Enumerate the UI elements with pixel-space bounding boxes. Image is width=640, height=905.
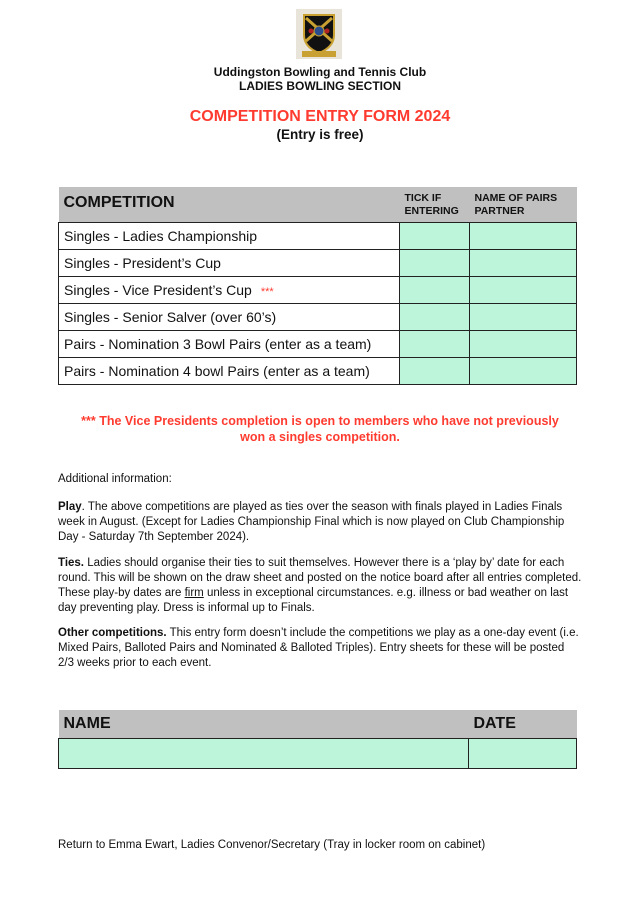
section-name: LADIES BOWLING SECTION bbox=[239, 79, 401, 93]
date-header: DATE bbox=[469, 710, 577, 738]
partner-name-cell[interactable] bbox=[470, 330, 577, 357]
table-row bbox=[59, 249, 577, 276]
tick-entry-cell[interactable] bbox=[400, 357, 470, 384]
tick-header-line1: TICK IF bbox=[404, 192, 442, 204]
competition-name: Pairs - Nomination 3 Bowl Pairs (enter as a team) bbox=[59, 330, 400, 357]
ties-paragraph bbox=[58, 556, 583, 616]
tick-header-line2: ENTERING bbox=[404, 205, 459, 217]
note-line1: *** The Vice Presidents completion is open to members who have not previously bbox=[81, 414, 559, 428]
tick-entry-cell[interactable] bbox=[400, 222, 470, 249]
tick-header bbox=[400, 187, 470, 222]
competition-name: Singles - Vice President’s Cup *** bbox=[59, 276, 400, 303]
note-marker: *** bbox=[260, 285, 274, 298]
additional-info-heading: Additional information: bbox=[58, 473, 172, 485]
other-heading: Other competitions. bbox=[58, 627, 167, 639]
partner-name-cell[interactable] bbox=[470, 276, 577, 303]
table-row bbox=[59, 222, 577, 249]
tick-entry-cell[interactable] bbox=[400, 276, 470, 303]
tick-entry-cell[interactable] bbox=[400, 303, 470, 330]
partner-name-cell[interactable] bbox=[470, 249, 577, 276]
partner-name-cell[interactable] bbox=[470, 222, 577, 249]
partner-header-line2: PARTNER bbox=[474, 205, 525, 217]
play-paragraph bbox=[58, 500, 583, 545]
ties-underlined: firm bbox=[184, 587, 204, 599]
name-date-table bbox=[58, 710, 577, 769]
ties-text-after: unless in exceptional circumstances. e.g. illness or bad weather on last day preventing play. Dress is informal up to Finals. bbox=[58, 587, 569, 614]
name-entry-cell[interactable] bbox=[59, 738, 469, 768]
tick-entry-cell[interactable] bbox=[400, 330, 470, 357]
form-title: COMPETITION ENTRY FORM 2024 bbox=[189, 108, 451, 125]
competition-name: Singles - Senior Salver (over 60’s) bbox=[59, 303, 400, 330]
partner-name-cell[interactable] bbox=[470, 303, 577, 330]
competition-header: COMPETITION bbox=[59, 187, 400, 222]
note-line2: won a singles competition. bbox=[240, 430, 400, 444]
ties-text-before: Ladies should organise their ties to suit themselves. However there is a ‘play by’ date for each round. This will be shown on the draw sheet and posted on the notice board after all entries completed. These play-by dates are bbox=[58, 557, 582, 599]
table-row bbox=[59, 276, 577, 303]
name-header: NAME bbox=[59, 710, 469, 738]
partner-header-line1: NAME OF PAIRS bbox=[474, 192, 558, 204]
vice-president-note bbox=[40, 413, 600, 445]
partner-name-cell[interactable] bbox=[470, 357, 577, 384]
tick-entry-cell[interactable] bbox=[400, 249, 470, 276]
competition-table bbox=[58, 187, 577, 385]
competition-name: Singles - President’s Cup bbox=[59, 249, 400, 276]
play-text: . The above competitions are played as ties over the season with finals played in Ladies Finals week in August. (Except for Ladies Championship Final which is now played on Club Championship Day - Saturday 7th September 2024). bbox=[58, 501, 565, 543]
name-date-header bbox=[59, 710, 577, 738]
competition-table-header bbox=[59, 187, 577, 222]
table-row bbox=[59, 303, 577, 330]
table-row bbox=[59, 330, 577, 357]
other-text: This entry form doesn’t include the competitions we play as a one-day event (i.e. Mixed Pairs, Balloted Pairs and Nominated & Balloted Triples). Entry sheets for these will be posted 2/3 weeks prior to each event. bbox=[58, 627, 579, 669]
table-row bbox=[59, 357, 577, 384]
form-subtitle: (Entry is free) bbox=[276, 127, 364, 142]
partner-header bbox=[470, 187, 577, 222]
club-crest-logo bbox=[296, 9, 342, 59]
competition-name: Singles - Ladies Championship bbox=[59, 222, 400, 249]
date-entry-cell[interactable] bbox=[469, 738, 577, 768]
return-instructions: Return to Emma Ewart, Ladies Convenor/Secretary (Tray in locker room on cabinet) bbox=[58, 839, 486, 851]
other-competitions-paragraph bbox=[58, 626, 583, 671]
club-name: Uddingston Bowling and Tennis Club bbox=[213, 65, 427, 79]
competition-name: Pairs - Nomination 4 bowl Pairs (enter as a team) bbox=[59, 357, 400, 384]
name-date-row bbox=[59, 738, 577, 768]
ties-heading: Ties. bbox=[58, 557, 84, 569]
play-heading: Play bbox=[58, 501, 82, 513]
